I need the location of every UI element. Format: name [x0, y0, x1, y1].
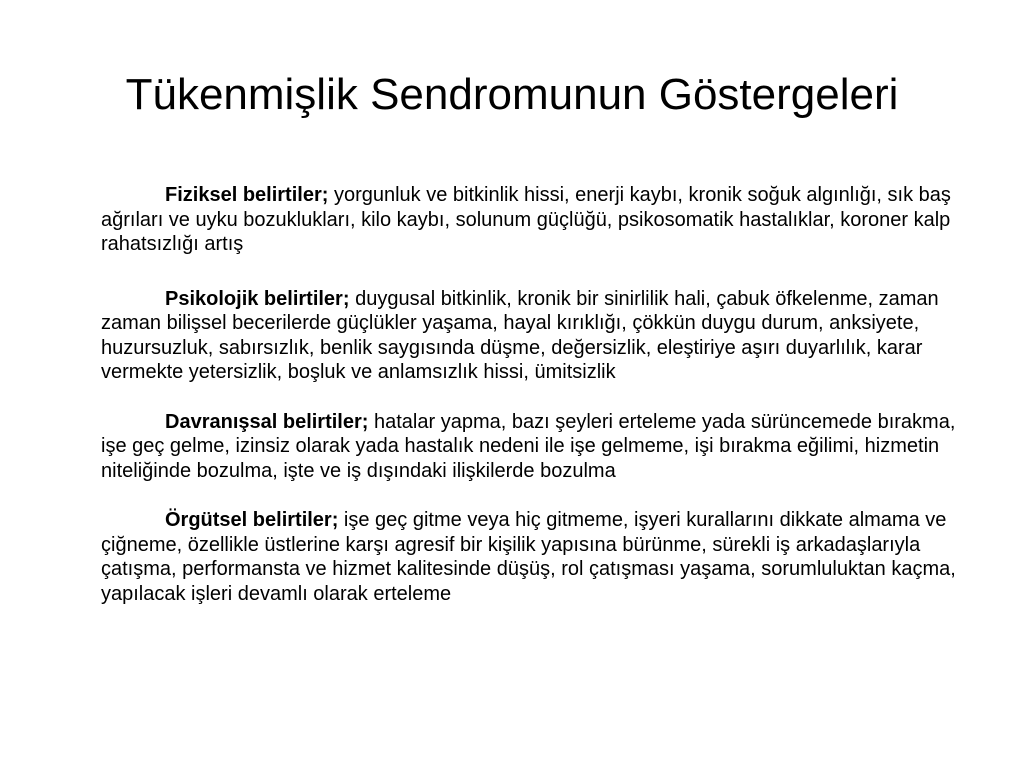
- paragraph-text: yorgunluk ve bitkinlik hissi, enerji kaybı, kronik soğuk algınlığı, sık baş ağrıları ve uyku bozuklukları, kilo kaybı, solunum güçlüğü, psikosomatik hastalıklar, koroner kalp rahatsızlığı artış: [101, 184, 951, 255]
- paragraph-label: Örgütsel belirtiler;: [165, 509, 339, 531]
- paragraph-label: Fiziksel belirtiler;: [165, 184, 329, 206]
- slide-title: Tükenmişlik Sendromunun Göstergeleri: [125, 70, 899, 119]
- paragraph-organizational-symptoms: [101, 508, 981, 606]
- paragraph-text: işe geç gitme veya hiç gitmeme, işyeri kurallarını dikkate almama ve çiğneme, özellikle üstlerine karşı agresif bir kişilik yapısına bürünme, sürekli iş arkadaşlarıyla çatışma, performansta ve hizmet kalitesinde düşüş, rol çatışması yaşama, sorumluluktan kaçma, yapılacak işleri devamlı olarak erteleme: [101, 509, 956, 605]
- paragraph-label: Psikolojik belirtiler;: [165, 287, 350, 310]
- paragraph-text: duygusal bitkinlik, kronik bir sinirlilik hali, çabuk öfkelenme, zaman zaman bilişsel becerilerde güçlükler yaşama, hayal kırıklığı, çökkün duygu durum, anksiyete, huzursuzluk, sabırsızlık, benlik saygısında düşme, değersizlik, eleştiriye aşırı duyarlılık, karar vermekte yetersizlik, boşluk ve anlamsızlık hissi, ümitsizlik: [101, 287, 939, 383]
- paragraph-label: Davranışsal belirtiler;: [165, 410, 369, 433]
- paragraph-behavioral-symptoms: [101, 410, 981, 484]
- paragraph-physical-symptoms: [101, 183, 981, 257]
- paragraph-psychological-symptoms: [101, 287, 981, 385]
- paragraph-text: hatalar yapma, bazı şeyleri erteleme yada sürüncemede bırakma, işe geç gelme, izinsiz olarak yada hastalık nedeni ile işe gelmeme, işi bırakma eğilimi, hizmetin niteliğinde bozulma, işte ve iş dışındaki ilişkilerde bozulma: [101, 410, 956, 482]
- slide-body: [101, 183, 981, 630]
